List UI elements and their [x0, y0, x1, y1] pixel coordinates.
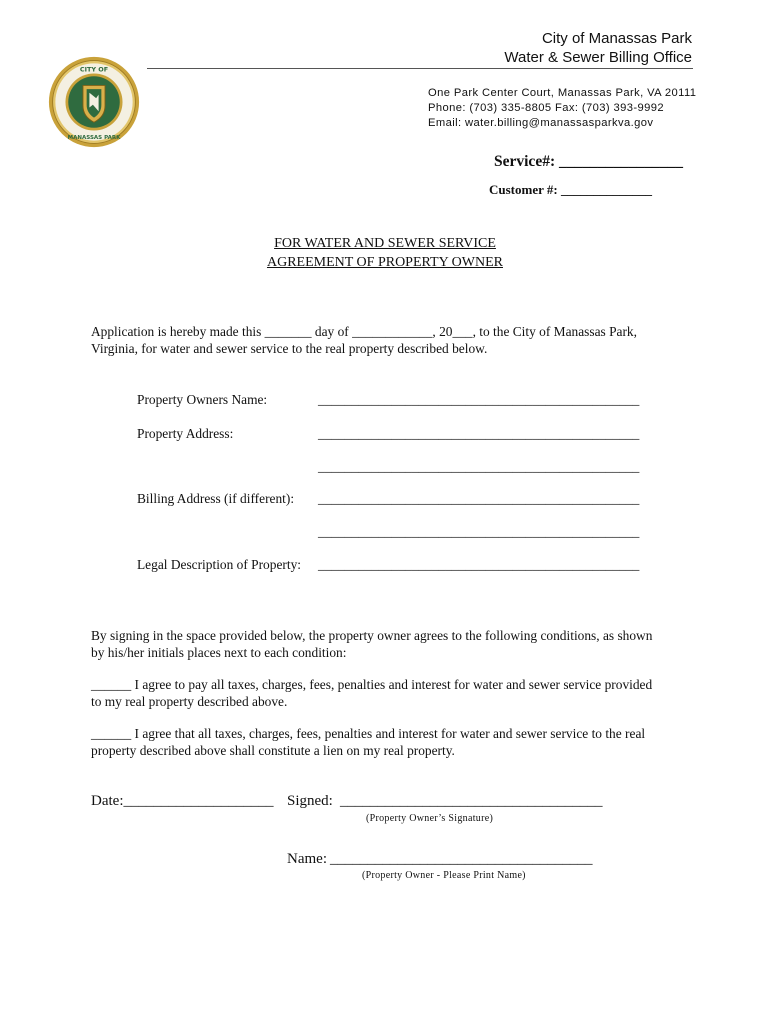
owner-name-label: Property Owners Name: — [137, 392, 268, 407]
date-field[interactable]: Date:____________________ — [91, 793, 274, 809]
print-name-line[interactable]: ___________________________________ — [330, 851, 593, 867]
billing-address-line-1[interactable]: ________________________________________________ — [318, 491, 640, 506]
conditions-lead-line-2: by his/her initials places next to each condition: — [91, 645, 347, 660]
conditions-lead-line-1: By signing in the space provided below, the property owner agrees to the following conditions, as shown — [91, 628, 653, 643]
condition-1-line-2: to my real property described above. — [91, 694, 288, 709]
seal-text-top: CITY OF — [79, 65, 109, 74]
title-line-2: AGREEMENT OF PROPERTY OWNER — [266, 255, 503, 270]
owner-name-line[interactable]: ________________________________________________ — [318, 392, 640, 407]
intro-line-1: Application is hereby made this _______ day of ____________, 20___, to the City of Manassas Park, — [91, 324, 637, 339]
service-number-field[interactable]: Service#: ________________ — [494, 153, 683, 170]
condition-2-line-2: property described above shall constitute a lien on my real property. — [91, 743, 455, 758]
condition-2-line-1: ______ I agree that all taxes, charges, fees, penalties and interest for water and sewer service to the real — [91, 726, 646, 741]
name-label: Name: — [287, 851, 327, 867]
print-name-caption: (Property Owner - Please Print Name) — [362, 870, 526, 881]
condition-2[interactable] — [91, 725, 683, 759]
property-address-line-2[interactable]: ________________________________________________ — [318, 459, 640, 474]
document-title — [0, 234, 770, 272]
application-paragraph — [91, 323, 683, 357]
office-address: One Park Center Court, Manassas Park, VA 20111 — [428, 87, 697, 99]
signature-caption: (Property Owner’s Signature) — [366, 813, 494, 824]
property-address-label: Property Address: — [137, 426, 234, 441]
condition-1-line-1: ______ I agree to pay all taxes, charges, fees, penalties and interest for water and sewer service provided — [91, 677, 653, 692]
signed-label: Signed: — [287, 793, 333, 809]
header-rule — [147, 68, 693, 69]
billing-address-label: Billing Address (if different): — [137, 491, 295, 506]
legal-description-label: Legal Description of Property: — [137, 557, 301, 572]
property-address-line-1[interactable]: ________________________________________________ — [318, 426, 640, 441]
city-seal-icon — [48, 56, 140, 148]
contact-block — [428, 86, 696, 131]
customer-number-field[interactable]: Customer #: ______________ — [489, 182, 652, 197]
office-block — [504, 29, 692, 67]
seal-text-bottom: MANASSAS PARK — [67, 134, 121, 141]
office-name: City of Manassas Park — [541, 30, 692, 47]
condition-1[interactable] — [91, 676, 683, 710]
office-department: Water & Sewer Billing Office — [504, 49, 692, 66]
title-line-1: FOR WATER AND SEWER SERVICE — [274, 236, 496, 251]
billing-address-line-2[interactable]: ________________________________________________ — [318, 524, 640, 539]
office-email: Email: water.billing@manassasparkva.gov — [428, 117, 654, 129]
intro-line-2: Virginia, for water and sewer service to the real property described below. — [91, 341, 488, 356]
office-phone-fax: Phone: (703) 335-8805 Fax: (703) 393-9992 — [428, 102, 664, 114]
signature-line[interactable]: ___________________________________ — [340, 793, 603, 809]
legal-description-line[interactable]: ________________________________________________ — [318, 557, 640, 572]
conditions-lead — [91, 627, 683, 661]
